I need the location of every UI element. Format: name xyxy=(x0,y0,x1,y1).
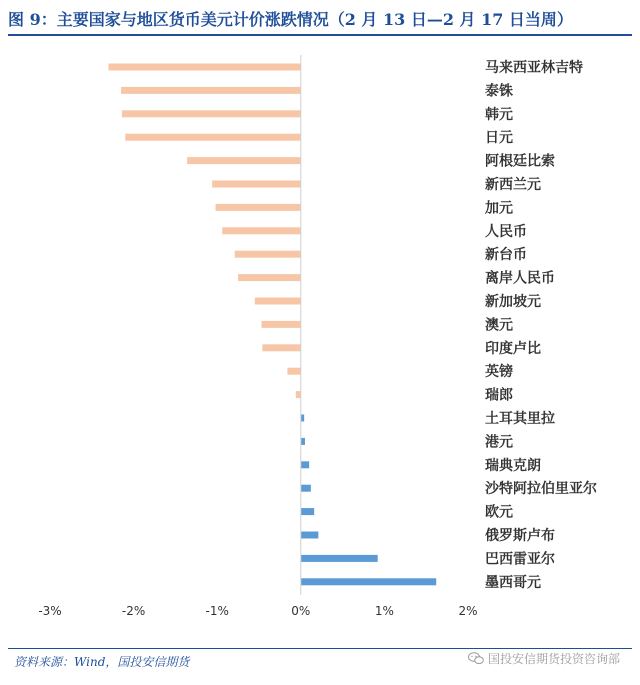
bar xyxy=(238,274,301,281)
category-label: 加元 xyxy=(485,200,513,217)
category-label: 新西兰元 xyxy=(485,177,541,193)
bar xyxy=(301,415,304,422)
category-label: 泰铢 xyxy=(485,83,513,100)
category-label: 英镑 xyxy=(485,364,513,381)
bar xyxy=(235,251,301,258)
bar xyxy=(125,134,301,141)
category-label: 日元 xyxy=(485,130,513,147)
bar xyxy=(301,461,309,468)
bar-chart xyxy=(0,40,640,630)
bar xyxy=(122,110,301,117)
bar xyxy=(187,157,301,164)
category-label: 土耳其里拉 xyxy=(485,411,555,427)
source-note: 资料来源：Wind，国投安信期货 xyxy=(14,655,190,669)
bar xyxy=(296,391,301,398)
category-label: 离岸人民币 xyxy=(485,270,555,287)
bar xyxy=(109,64,301,71)
watermark-text: 国投安信期货投资咨询部 xyxy=(487,652,620,666)
category-label: 马来西亚林吉特 xyxy=(485,60,583,76)
bar xyxy=(216,204,301,211)
footer-divider xyxy=(8,648,632,649)
category-label: 沙特阿拉伯里亚尔 xyxy=(485,481,597,498)
x-tick-label: 0% xyxy=(291,604,311,618)
bar xyxy=(301,578,436,585)
category-label: 俄罗斯卢布 xyxy=(485,528,555,544)
bar xyxy=(222,227,301,234)
x-tick-label: 2% xyxy=(458,604,478,618)
category-label: 瑞典克朗 xyxy=(485,457,541,474)
category-label: 港元 xyxy=(485,434,513,451)
category-label: 人民币 xyxy=(485,223,527,240)
bar xyxy=(287,368,300,375)
x-tick-label: 1% xyxy=(374,604,394,618)
chart-title: 图 9：主要国家与地区货币美元计价涨跌情况（2 月 13 日—2 月 17 日当周） xyxy=(8,10,573,29)
category-label: 韩元 xyxy=(485,106,513,123)
bar xyxy=(121,87,301,94)
category-label: 巴西雷亚尔 xyxy=(485,551,555,568)
bar xyxy=(262,321,301,328)
category-label: 墨西哥元 xyxy=(485,574,541,591)
category-label: 瑞郎 xyxy=(485,387,513,404)
title-divider xyxy=(8,34,632,36)
category-label: 新台币 xyxy=(485,247,527,264)
bar xyxy=(301,555,378,562)
bar xyxy=(301,508,314,515)
category-label: 印度卢比 xyxy=(485,340,541,357)
category-label: 阿根廷比索 xyxy=(485,153,555,170)
x-tick-label: -2% xyxy=(121,604,146,618)
x-tick-label: -3% xyxy=(38,604,62,618)
bar xyxy=(212,181,301,188)
category-label: 澳元 xyxy=(485,317,513,334)
bar xyxy=(301,438,305,445)
bar xyxy=(255,298,301,305)
watermark xyxy=(468,650,620,667)
wechat-icon xyxy=(468,652,484,665)
bar xyxy=(301,485,311,492)
category-label: 欧元 xyxy=(485,504,513,521)
bar xyxy=(262,344,300,351)
category-label: 新加坡元 xyxy=(485,294,541,310)
bar xyxy=(301,532,319,539)
x-tick-label: -1% xyxy=(205,604,229,618)
